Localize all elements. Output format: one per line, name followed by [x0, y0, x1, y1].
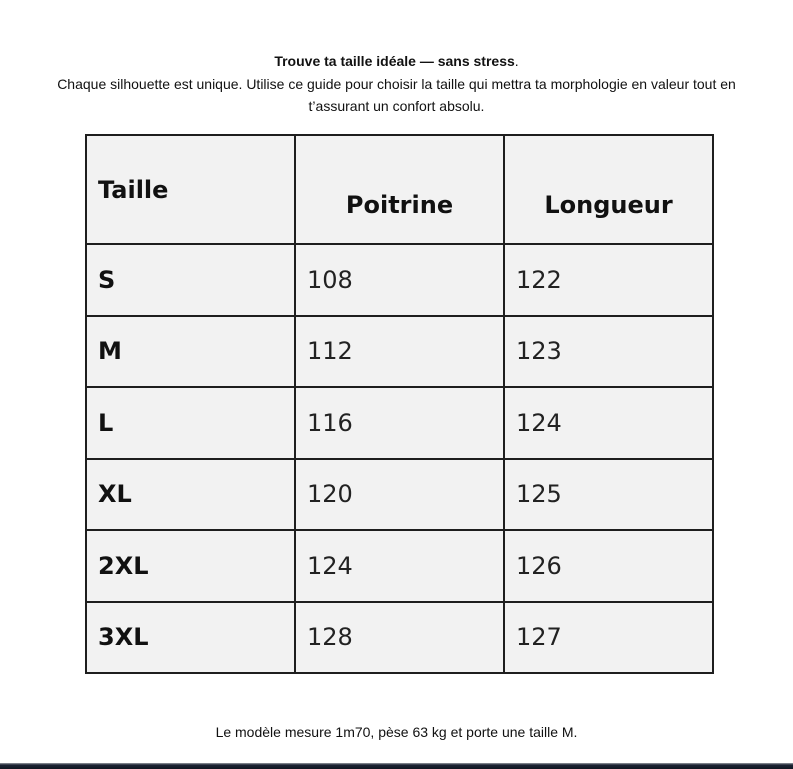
size-cell: 3XL	[86, 602, 295, 674]
table-row	[86, 387, 713, 459]
size-table-container	[85, 134, 712, 674]
table-row	[86, 459, 713, 531]
intro-description: Chaque silhouette est unique. Utilise ce guide pour choisir la taille qui mettra ta morphologie en valeur tout en t’assurant un confort absolu.	[57, 75, 736, 114]
intro-headline-tail: .	[514, 53, 519, 69]
chest-cell: 116	[295, 387, 504, 459]
length-cell: 125	[504, 459, 713, 531]
size-guide-intro	[30, 50, 763, 118]
table-row	[86, 244, 713, 316]
header-size: Taille	[86, 135, 295, 244]
length-cell: 127	[504, 602, 713, 674]
table-row	[86, 602, 713, 674]
chest-cell: 120	[295, 459, 504, 531]
header-chest: Poitrine	[295, 135, 504, 244]
bottom-edge-bar	[0, 763, 793, 769]
size-cell: S	[86, 244, 295, 316]
length-cell: 124	[504, 387, 713, 459]
length-cell: 123	[504, 316, 713, 388]
intro-headline	[30, 50, 763, 73]
table-header-row	[86, 135, 713, 244]
model-measurements-note: Le modèle mesure 1m70, pèse 63 kg et porte une taille M.	[215, 724, 578, 740]
intro-headline-bold: Trouve ta taille idéale — sans stress	[274, 53, 515, 69]
size-table	[85, 134, 714, 674]
length-cell: 122	[504, 244, 713, 316]
table-row	[86, 316, 713, 388]
chest-cell: 112	[295, 316, 504, 388]
chest-cell: 128	[295, 602, 504, 674]
chest-cell: 124	[295, 530, 504, 602]
chest-cell: 108	[295, 244, 504, 316]
table-row	[86, 530, 713, 602]
size-cell: 2XL	[86, 530, 295, 602]
size-cell: M	[86, 316, 295, 388]
size-cell: L	[86, 387, 295, 459]
header-length: Longueur	[504, 135, 713, 244]
length-cell: 126	[504, 530, 713, 602]
size-cell: XL	[86, 459, 295, 531]
